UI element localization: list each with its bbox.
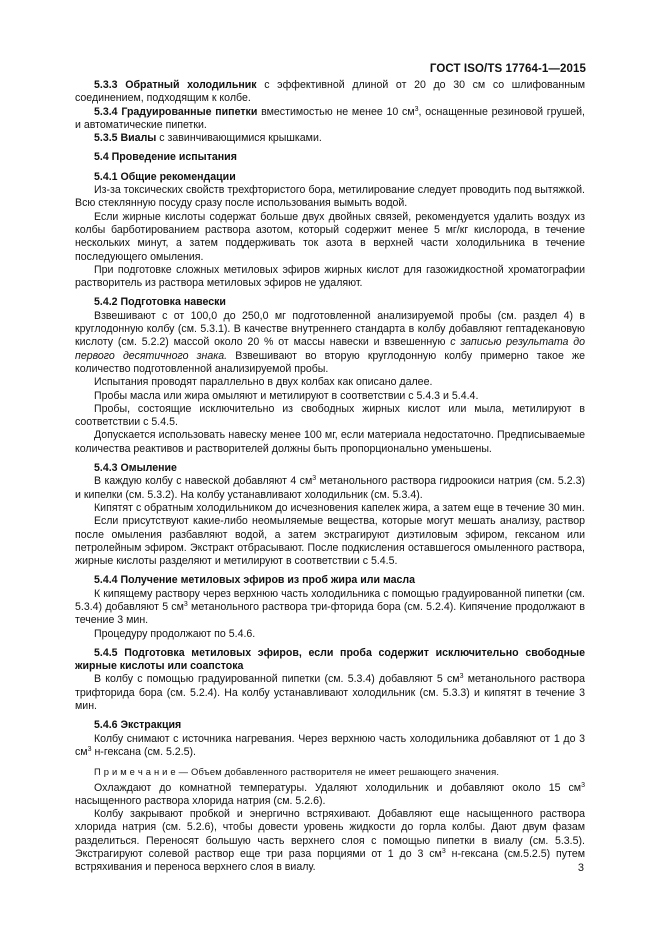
- clause-title: Виалы: [120, 132, 157, 145]
- page-number: 3: [577, 862, 584, 874]
- section-heading-5-4-6: 5.4.6 Экстракция: [94, 719, 182, 732]
- paragraph-5-3-5: [75, 132, 585, 145]
- document-body: [75, 79, 585, 875]
- section-heading-5-4-4: 5.4.4 Получение метиловых эфиров из проб жира или масла: [94, 574, 416, 587]
- paragraph: Допускается использовать навеску менее 100 мг, если материала недостаточно. Предписываемые количества реактивов и растворителей должны быть пропорционально уменьшены.: [75, 429, 585, 455]
- paragraph: Испытания проводят параллельно в двух колбах как описано далее.: [94, 376, 433, 389]
- paragraph: Колбу снимают с источника нагревания. Через верхнюю часть холодильника добавляют от 1 до 3 $см^3$ н-гексана (см. 5.2.5).: [75, 732, 585, 758]
- clause-text: с завинчивающимися крышками.: [156, 132, 322, 145]
- standard-designation: ГОСТ ISO/TS 17764-1—2015: [429, 63, 586, 75]
- clause-number: 5.3.5: [94, 132, 118, 145]
- paragraph: Кипятят с обратным холодильником до исчезновения капелек жира, а затем еще в течение 30 мин.: [94, 501, 585, 514]
- paragraph: Если жирные кислоты содержат больше двух двойных связей, рекомендуется удалить воздух из колбы барботированием раствора азотом, который содержит менее 5 мг/кг кислорода, в течение нескольких минут, а затем поддерживать ток азота в верхней части холодильника в течение последующего омыления.: [75, 210, 585, 263]
- paragraph: Из-за токсических свойств трехфтористого бора, метилирование следует проводить под вытяжкой. Всю стеклянную посуду сразу после использования вымыть водой.: [75, 184, 585, 210]
- clause-number: 5.3.4: [94, 105, 118, 118]
- paragraph: Охлаждают до комнатной температуры. Удаляют холодильник и добавляют около 15 $см^3$ насыщенного раствора хлорида натрия (см. 5.2.6).: [75, 781, 585, 807]
- clause-text: с эффективной длиной от 20 до 30 см со шлифованным соединением, подходящим к колбе.: [75, 79, 585, 105]
- paragraph: Пробы, состоящие исключительно из свободных жирных кислот или мыла, метилируют в соответствии с 5.4.5.: [75, 402, 585, 429]
- section-heading-5-4-1: 5.4.1 Общие рекомендации: [94, 170, 236, 183]
- note-label: П р и м е ч а н и е: [94, 766, 176, 778]
- clause-title: Градуированные пипетки: [121, 105, 258, 118]
- clause-number: 5.3.3: [94, 79, 118, 91]
- clause-title: Обратный холодильник: [125, 79, 257, 91]
- paragraph: При подготовке сложных метиловых эфиров жирных кислот для газожидкостной хроматографии растворитель из раствора метиловых эфиров не удаляют.: [75, 263, 585, 290]
- note-text: — Объем добавленного растворителя не имеет решающего значения.: [175, 766, 500, 778]
- section-heading-5-4-3: 5.4.3 Омыление: [94, 462, 177, 475]
- note: [75, 765, 585, 778]
- paragraph: Если присутствуют какие-либо неомыляемые вещества, которые могут мешать анализу, раствор после омыления разбавляют водой, а затем экстрагируют диэтиловым эфиром, гексаном или петролейным эфиром. Экстракт отбрасывают. После подкисления оставшегося омыленного раствора, жирные кислоты разделяют и метилируют в соответствии с 5.4.5.: [75, 515, 585, 568]
- section-heading-5-4-5: 5.4.5 Подготовка метиловых эфиров, если проба содержит исключительно свободные жирные кислоты или соапстока: [75, 646, 585, 673]
- section-heading-5-4-2: 5.4.2 Подготовка навески: [94, 296, 226, 309]
- paragraph: Взвешивают с от 100,0 до 250,0 мг подготовленной анализируемой пробы (см. раздел 4) в круглодонную колбу (см. 5.3.1). В качестве внутреннего стандарта в колбу добавляют гептадекановую кислоту (см. 5.2.2) массой около 20 % от массы навески и взвешенную с записью результата до первого десятичного знака. Взвешивают во вторую круглодонную колбу примерно такое же количество подготовленной анализируемой пробы.: [75, 309, 585, 375]
- paragraph: К кипящему раствору через верхнюю часть холодильника с помощью градуированной пипетки (см. 5.3.4) добавляют 5 $см^3$ метанольного раствора три-фторида бора (см. 5.2.4). Кипячение продолжают в течение 3 мин.: [75, 587, 585, 627]
- italic-text: с записью результата до первого десятичного знака.: [75, 336, 585, 362]
- paragraph: В колбу с помощью градуированной пипетки (см. 5.3.4) добавляют 5 $см^3$ метанольного раствора трифторида бора (см. 5.2.4). На колбу устанавливают холодильник (см. 5.3.3) и кипятят в течение 3 мин.: [75, 673, 585, 713]
- paragraph: В каждую колбу с навеской добавляют 4 $см^3$ метанольного раствора гидроокиси натрия (см. 5.2.3) и кипелки (см. 5.3.2). На колбу устанавливают холодильник (см. 5.3.4).: [75, 475, 586, 501]
- paragraph: Колбу закрывают пробкой и энергично встряхивают. Добавляют еще насыщенного раствора хлорида натрия (см. 5.2.6), чтобы довести уровень жидкости до горла колбы. Дают двум фазам разделиться. Переносят большую часть верхнего слоя с помощью пипетки в виалу (см. 5.3.5). Экстрагируют солевой раствор еще три раза порциями от 1 до 3 $см^3$ н-гексана (см.5.2.5) путем встряхивания и переноса верхнего слоя в виалу.: [75, 808, 585, 874]
- paragraph: Пробы масла или жира омыляют и метилируют в соответствии с 5.4.3 и 5.4.4.: [94, 389, 479, 402]
- paragraph: Процедуру продолжают по 5.4.6.: [94, 627, 256, 640]
- paragraph-5-3-3: [75, 79, 585, 106]
- section-heading-5-4: 5.4 Проведение испытания: [94, 151, 237, 164]
- paragraph-5-3-4: 5.3.4 Градуированные пипетки вместимостью не менее 10 $см^3$, оснащенные резиновой грушей, и автоматические пипетки.: [75, 105, 585, 131]
